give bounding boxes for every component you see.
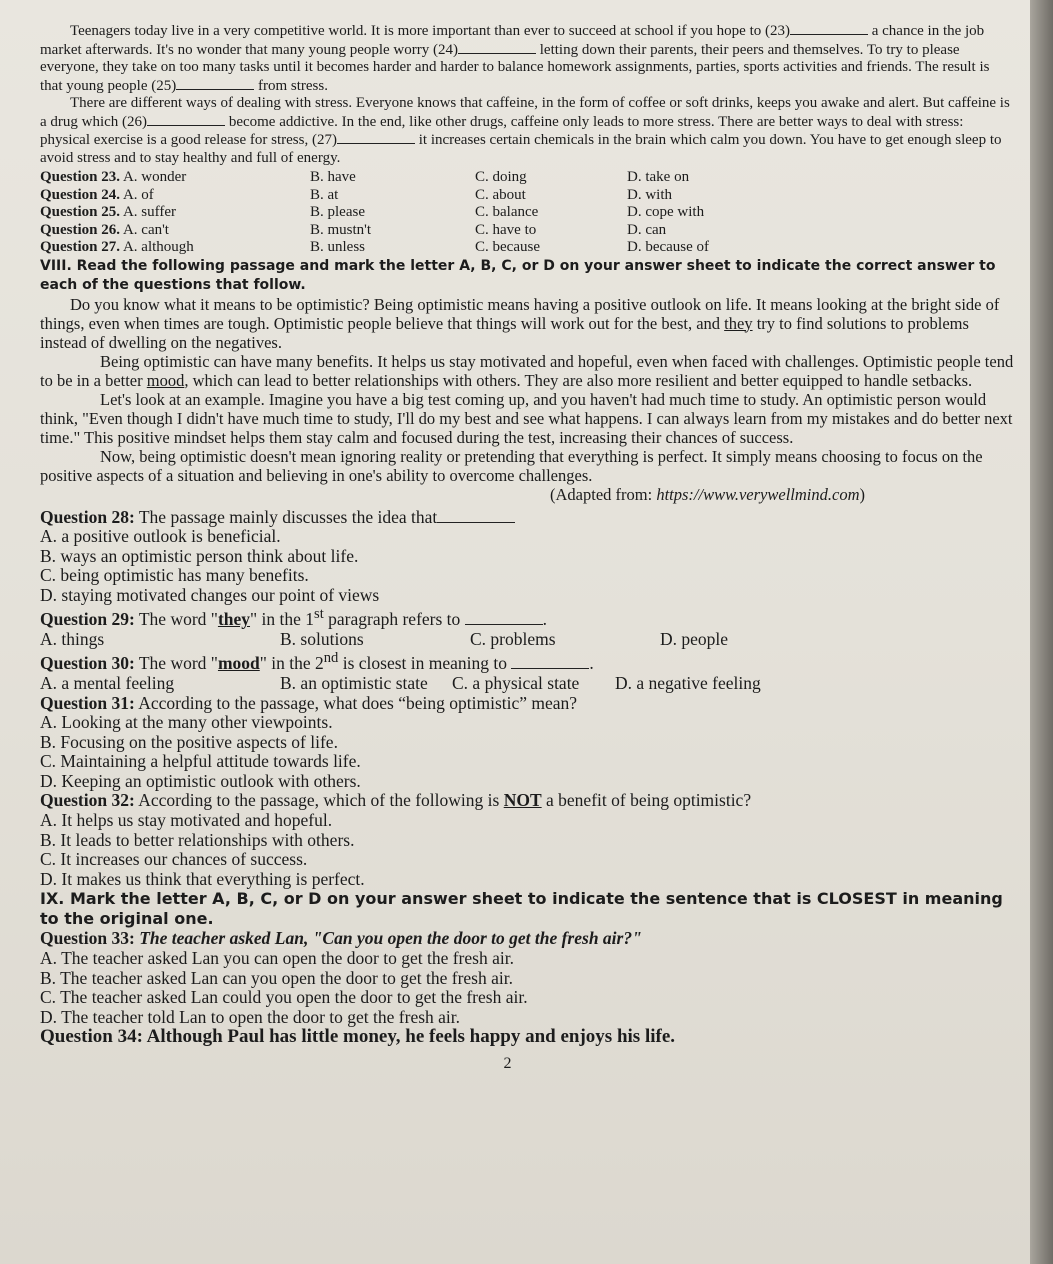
reading-paragraph-1: Do you know what it means to be optimistic? Being optimistic means having a positive outlook on life. It means looking at the bright side of things, even when times are tough. Optimistic people believe that things will work out for the best, and they try to find solutions to problems instead of dwelling on the negatives. <box>40 294 1000 352</box>
blank-26 <box>147 113 225 126</box>
q23-option-c[interactable]: C. doing <box>475 169 527 185</box>
question-33: Question 33: The teacher asked Lan, "Can you open the door to get the fresh air?" A. The teacher asked Lan you can open the door to get the fresh air. B. The teacher asked Lan can you open the door to get the fresh air. C. The teacher asked Lan could you open the door to get the fresh air. D. The teacher told Lan to open the door to get the fresh air. <box>40 929 1015 1027</box>
q31-option-c[interactable]: C. Maintaining a helpful attitude towards life. <box>40 751 361 772</box>
q26-option-a[interactable]: A. can't <box>122 221 169 238</box>
q31-option-d[interactable]: D. Keeping an optimistic outlook with others. <box>40 770 361 791</box>
q30-option-d[interactable]: D. a negative feeling <box>615 672 761 693</box>
q29-option-c[interactable]: C. problems <box>470 628 556 649</box>
blank-23 <box>790 22 868 35</box>
q27-option-d[interactable]: D. because of <box>627 239 710 255</box>
q27-option-c[interactable]: C. because <box>475 239 540 255</box>
underlined-word-they: they <box>724 313 753 333</box>
page-content <box>40 22 1015 1073</box>
page-number: 2 <box>503 1055 512 1072</box>
question-25-row: Question 25. A. suffer B. please C. balance D. cope with <box>40 204 1015 222</box>
question-24-row: Question 24. A. of B. at C. about D. with <box>40 187 1015 205</box>
question-32: Question 32: According to the passage, which of the following is NOT a benefit of being optimistic? A. It helps us stay motivated and hopeful. B. It leads to better relationships with others. C. It increases our chances of success. D. It makes us think that everything is perfect. <box>40 791 1015 889</box>
q23-option-a[interactable]: A. wonder <box>122 169 187 185</box>
source-url[interactable]: https://www.verywellmind.com <box>656 484 860 504</box>
q33-option-d[interactable]: D. The teacher told Lan to open the door to get the fresh air. <box>40 1006 461 1027</box>
blank-29 <box>465 612 543 625</box>
question-26-row: Question 26. A. can't B. mustn't C. have to D. can <box>40 222 1015 240</box>
q29-option-b[interactable]: B. solutions <box>280 628 364 649</box>
q33-option-b[interactable]: B. The teacher asked Lan can you open the door to get the fresh air. <box>40 967 513 988</box>
q24-option-c[interactable]: C. about <box>475 186 526 203</box>
cloze-paragraph-1: Teenagers today live in a very competitive world. It is more important than ever to succeed at school if you hope to (23) a chance in the job market afterwards. It's no wonder that many young people worry (24) letting down their parents, their peers and themselves. To try to please everyone, they take on too many tasks until it becomes harder and harder to balance homework assignments, parties, sports activities and friends. The result is that young people (25) from stress. <box>40 23 990 94</box>
q27-option-a[interactable]: A. although <box>122 239 194 255</box>
q25-option-d[interactable]: D. cope with <box>627 204 705 220</box>
cloze-paragraph-2: There are different ways of dealing with stress. Everyone knows that caffeine, in the form of coffee or soft drinks, keeps you awake and alert. But caffeine is a drug which (26) become addictive. In the end, like other drugs, caffeine only leads to more stress. There are better ways to deal with stress: physical exercise is a good release for stress, (27) it increases certain chemicals in the brain which calm you down. You have to get enough sleep to avoid stress and to stay healthy and full of energy. <box>40 95 1010 166</box>
blank-28 <box>437 510 515 523</box>
q25-option-b[interactable]: B. please <box>310 204 365 220</box>
q31-option-a[interactable]: A. Looking at the many other viewpoints. <box>40 712 333 733</box>
q33-option-c[interactable]: C. The teacher asked Lan could you open the door to get the fresh air. <box>40 987 528 1008</box>
blank-30 <box>511 656 589 669</box>
q26-option-c[interactable]: C. have to <box>475 221 537 238</box>
cloze-questions <box>40 169 1015 257</box>
blank-24 <box>458 41 536 54</box>
q27-option-b[interactable]: B. unless <box>310 239 366 255</box>
question-29: Question 29: The word "they" in the 1st paragraph refers to . A. things B. solutions C. problems D. people <box>40 606 729 649</box>
q30-option-a[interactable]: A. a mental feeling <box>40 672 175 693</box>
q30-option-b[interactable]: B. an optimistic state <box>280 672 428 693</box>
q32-option-d[interactable]: D. It makes us think that everything is perfect. <box>40 868 365 889</box>
page-edge-shadow <box>1030 0 1053 1264</box>
q29-option-d[interactable]: D. people <box>660 628 729 649</box>
q25-option-a[interactable]: A. suffer <box>122 204 176 220</box>
question-27-row: Question 27. A. although B. unless C. because D. because of <box>40 239 1015 257</box>
section-8-heading: VIII. Read the following passage and mark the letter A, B, C, or D on your answer sheet to indicate the correct answer to each of the questions that follow. <box>40 257 996 293</box>
question-31: Question 31: According to the passage, what does “being optimistic” mean? A. Looking at the many other viewpoints. B. Focusing on the positive aspects of life. C. Maintaining a helpful attitude towards life. D. Keeping an optimistic outlook with others. <box>40 694 1015 792</box>
question-30: Question 30: The word "mood" in the 2nd is closest in meaning to . A. a mental feeling B. an optimistic state C. a physical state D. a negative feeling <box>40 650 761 693</box>
q26-option-b[interactable]: B. mustn't <box>310 221 372 238</box>
question-23-row: Question 23. A. wonder B. have C. doing D. take on <box>40 169 1015 187</box>
blank-27 <box>337 131 415 144</box>
q32-option-b[interactable]: B. It leads to better relationships with others. <box>40 829 355 850</box>
q28-option-c[interactable]: C. being optimistic has many benefits. <box>40 565 309 586</box>
section-9-heading: IX. Mark the letter A, B, C, or D on your answer sheet to indicate the sentence that is CLOSEST in meaning to the original one. <box>40 889 1003 929</box>
q23-option-b[interactable]: B. have <box>310 169 356 185</box>
source-citation: (Adapted from: https://www.verywellmind.com) <box>550 484 865 504</box>
blank-25 <box>176 77 254 90</box>
reading-paragraph-3: Let's look at an example. Imagine you have a big test coming up, and you haven't had much time to study. An optimistic person would think, "Even though I didn't have much time to study, I'll do my best and see what happens. I can always learn from my mistakes and do better next time." This positive mindset helps them stay calm and focused during the test, increasing their chances of success. <box>40 389 1013 447</box>
q32-option-a[interactable]: A. It helps us stay motivated and hopeful. <box>40 810 333 831</box>
q32-option-c[interactable]: C. It increases our chances of success. <box>40 849 308 870</box>
q24-option-a[interactable]: A. of <box>122 186 154 203</box>
question-34: Question 34: Although Paul has little money, he feels happy and enjoys his life. <box>40 1026 676 1048</box>
q28-option-d[interactable]: D. staying motivated changes our point of views <box>40 584 380 605</box>
q25-option-c[interactable]: C. balance <box>475 204 539 220</box>
q29-option-a[interactable]: A. things <box>40 628 105 649</box>
q24-option-b[interactable]: B. at <box>310 186 339 203</box>
q24-option-d[interactable]: D. with <box>627 186 672 203</box>
underlined-word-mood: mood <box>146 370 185 390</box>
reading-paragraph-2: Being optimistic can have many benefits. It helps us stay motivated and hopeful, even when faced with challenges. Optimistic people tend to be in a better mood, which can lead to better relationships with others. They are also more resilient and better equipped to handle setbacks. <box>40 351 1014 390</box>
q30-option-c[interactable]: C. a physical state <box>452 672 580 693</box>
q23-option-d[interactable]: D. take on <box>627 169 690 185</box>
q33-option-a[interactable]: A. The teacher asked Lan you can open the door to get the fresh air. <box>40 948 514 969</box>
q31-option-b[interactable]: B. Focusing on the positive aspects of life. <box>40 731 338 752</box>
reading-paragraph-4: Now, being optimistic doesn't mean ignoring reality or pretending that everything is perfect. It simply means choosing to focus on the positive aspects of a situation and believing in one's ability to overcome challenges. <box>40 446 983 485</box>
question-28: Question 28: The passage mainly discusses the idea that A. a positive outlook is beneficial. B. ways an optimistic person think about life. C. being optimistic has many benefits. D. staying motivated changes our point of views <box>40 508 1015 606</box>
q26-option-d[interactable]: D. can <box>627 221 667 238</box>
q28-option-a[interactable]: A. a positive outlook is beneficial. <box>40 526 281 547</box>
q28-option-b[interactable]: B. ways an optimistic person think about life. <box>40 545 359 566</box>
